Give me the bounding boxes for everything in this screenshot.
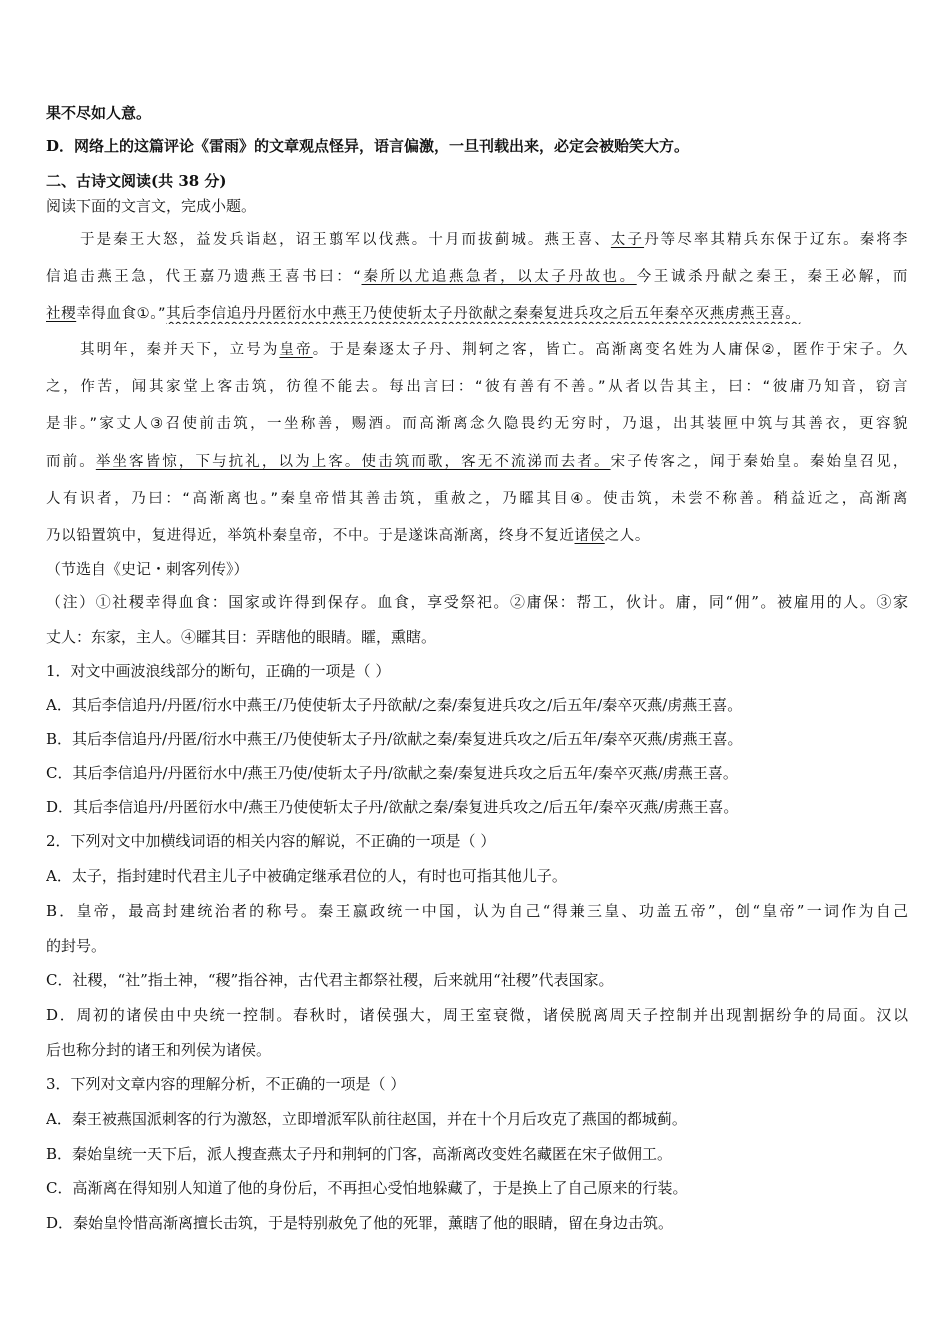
passage-line: 社稷幸得血食①。”其后李信追丹丹匿衍水中燕王乃使使斩太子丹欲献之秦秦复进兵攻之后五年秦卒灭燕虏燕王喜。 <box>46 306 801 322</box>
passage-line: 之，作苦，闻其家堂上客击筑，彷徨不能去。每出言曰：“彼有善有不善。”从者以告其主，曰：“彼庸乃知音，窃言 <box>46 379 908 395</box>
passage-line: 其明年，秦并天下，立号为皇帝。于是秦逐太子丹、荆轲之客，皆亡。高渐离变名姓为人庸保②，匿作于宋子。久 <box>80 342 908 358</box>
passage-line: 于是秦王大怒，益发兵诣赵，诏王翦军以伐燕。十月而拔蓟城。燕王喜、太子丹等尽率其精兵东保于辽东。秦将李 <box>80 232 908 248</box>
wavy-underlined-sentence: 其后李信追丹丹匿衍水中燕王乃使使斩太子丹欲献之秦秦复进兵攻之后五年秦卒灭燕虏燕王喜。 <box>166 306 801 322</box>
underlined-term-huangdi: 皇帝 <box>279 342 313 358</box>
question-3-option-d: D．秦始皇怜惜高渐离擅长击筑，于是特别赦免了他的死罪，薰瞎了他的眼睛，留在身边击筑。 <box>46 1214 674 1232</box>
question-1-option-b: B．其后李信追丹/丹匿/衍水中燕王/乃使使斩太子丹/欲献之秦/秦复进兵攻之/后五年/秦卒灭燕/虏燕王喜。 <box>46 730 743 748</box>
question-2-option-b: B．皇帝，最高封建统治者的称号。秦王嬴政统一中国，认为自己“得兼三皇、功盖五帝”，创“皇帝”一词作为自己 <box>46 902 908 920</box>
underlined-term-taizi: 太子 <box>610 232 645 248</box>
passage-line: 是非。”家丈人③召使前击筑，一坐称善，赐酒。而高渐离念久隐畏约无穷时，乃退，出其装匣中筑与其善衣，更容貌 <box>46 416 908 432</box>
underlined-sentence: 秦所以尤追燕急者，以太子丹故也。 <box>361 269 637 285</box>
passage-line: 人有识者，乃曰：“高渐离也。”秦皇帝惜其善击筑，重赦之，乃矐其目④。使击筑，未尝不称善。稍益近之，高渐离 <box>46 491 908 507</box>
question-1-option-d: D．其后李信追丹/丹匿衍水中/燕王乃使使斩太子丹/欲献之秦/秦复进兵攻之/后五年/秦卒灭燕/虏燕王喜。 <box>46 798 739 816</box>
question-1-option-a: A．其后李信追丹/丹匿/衍水中燕王/乃使使斩太子丹欲献/之秦/秦复进兵攻之/后五年/秦卒灭燕/虏燕王喜。 <box>46 696 743 714</box>
text-line: 果不尽如人意。 <box>46 104 152 122</box>
underlined-term-sheji: 社稷 <box>46 306 77 322</box>
underlined-sentence: 举坐客皆惊，下与抗礼，以为上客。使击筑而歌，客无不流涕而去者。 <box>95 454 611 470</box>
notes-line: 丈人：东家，主人。④矐其目：弄瞎他的眼睛。矐，熏瞎。 <box>46 628 437 646</box>
underlined-term-zhuhou: 诸侯 <box>574 528 605 544</box>
section-instruction: 阅读下面的文言文，完成小题。 <box>46 197 257 215</box>
passage-line: 而前。举坐客皆惊，下与抗礼，以为上客。使击筑而歌，客无不流涕而去者。宋子传客之，闻于秦始皇。秦始皇召见， <box>46 454 908 470</box>
passage-line: 信追击燕王急，代王嘉乃遗燕王喜书曰：“秦所以尤追燕急者，以太子丹故也。今王诚杀丹献之秦王，秦王必解，而 <box>46 269 908 285</box>
question-3-option-b: B．秦始皇统一天下后，派人搜查燕太子丹和荆轲的门客，高渐离改变姓名藏匿在宋子做佣工。 <box>46 1145 673 1163</box>
question-2: 2．下列对文中加横线词语的相关内容的解说，不正确的一项是（ ） <box>46 832 496 850</box>
option-d-previous-question: D．网络上的这篇评论《雷雨》的文章观点怪异，语言偏激，一旦刊载出来，必定会被贻笑大方。 <box>46 137 690 155</box>
question-2-option-d-cont: 后也称分封的诸王和列侯为诸侯。 <box>46 1041 272 1059</box>
question-1: 1．对文中画波浪线部分的断句，正确的一项是（ ） <box>46 662 391 680</box>
notes-line: （注）①社稷幸得血食：国家或许得到保存。血食，享受祭祀。②庸保：帮工，伙计。庸，同“佣”。被雇用的人。③家 <box>46 593 908 611</box>
section-heading: 二、古诗文阅读(共 38 分) <box>46 172 227 190</box>
question-2-option-d: D．周初的诸侯由中央统一控制。春秋时，诸侯强大，周王室衰微，诸侯脱离周天子控制并出现割据纷争的局面。汉以 <box>46 1006 908 1024</box>
passage-line: 乃以铅置筑中，复进得近，举筑朴秦皇帝，不中。于是遂诛高渐离，终身不复近诸侯之人。 <box>46 528 651 544</box>
question-3: 3．下列对文章内容的理解分析，不正确的一项是（ ） <box>46 1075 406 1093</box>
question-1-option-c: C．其后李信追丹/丹匿衍水中/燕王乃使/使斩太子丹/欲献之秦/秦复进兵攻之后五年/秦卒灭燕/虏燕王喜。 <box>46 764 738 782</box>
question-3-option-a: A．秦王被燕国派刺客的行为激怒，立即增派军队前往赵国，并在十个月后攻克了燕国的都城蓟。 <box>46 1110 687 1128</box>
question-3-option-c: C．高渐离在得知别人知道了他的身份后，不再担心受怕地躲藏了，于是换上了自己原来的行装。 <box>46 1179 688 1197</box>
passage-source: （节选自《史记・刺客列传》） <box>46 560 249 578</box>
question-2-option-c: C．社稷，“社”指土神，“稷”指谷神，古代君主都祭社稷，后来就用“社稷”代表国家。 <box>46 971 614 989</box>
question-2-option-a: A．太子，指封建时代君主儿子中被确定继承君位的人，有时也可指其他儿子。 <box>46 867 567 885</box>
question-2-option-b-cont: 的封号。 <box>46 937 107 955</box>
